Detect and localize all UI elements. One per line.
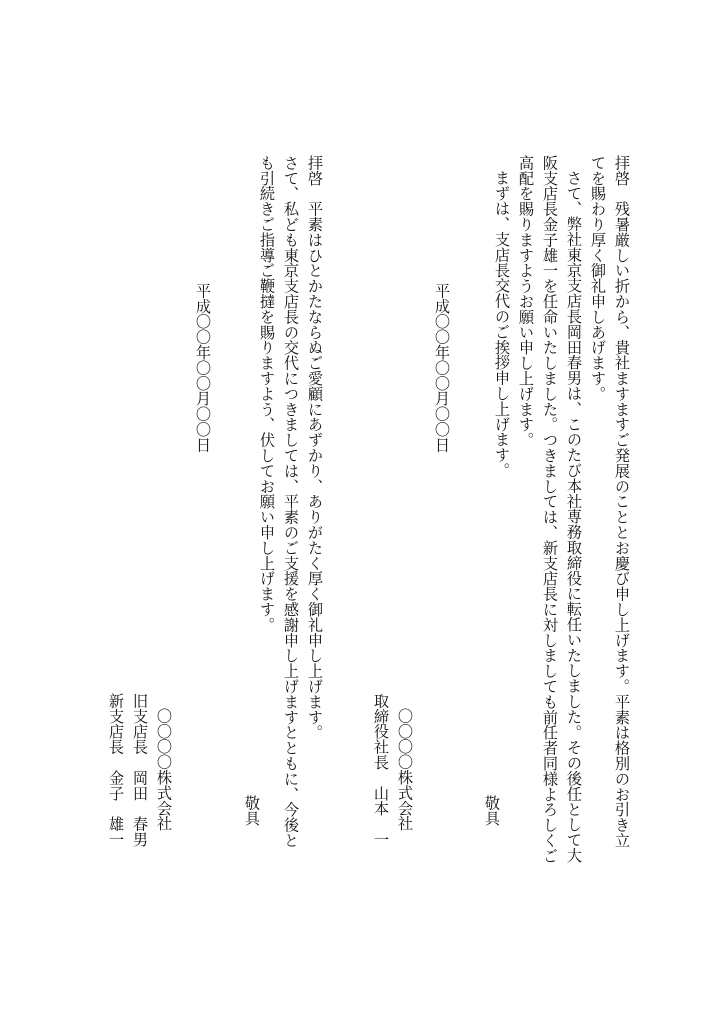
letter2-company: 〇〇〇〇株式会社 [155, 708, 173, 832]
letter1-body-line-1: 拝啓 残暑厳しい折から、貴社ますますご発展のこととお慶び申し上げます。平素は格別のお引き立 [613, 155, 631, 848]
letter2-closing: 敬具 [243, 795, 261, 826]
letter1-date: 平成〇〇年〇〇月〇〇日 [433, 283, 451, 453]
letter1-body-line-4: 阪支店長金子雄一を任命いたしました。つきましては、新支店長に対しましても前任者同様よろしくご [541, 155, 559, 864]
letter2-signer-new: 新支店長 金子 雄一 [107, 693, 125, 847]
letter2-body-line-2: さて、私ども東京支店長の交代につきましては、平素のご支援を感謝申し上げますとともに、今後と [282, 155, 300, 848]
letter1-signer: 取締役社長 山本 一 [372, 693, 390, 847]
letter2-date: 平成〇〇年〇〇月〇〇日 [194, 283, 212, 453]
letter1-body-line-3: さて、弊社東京支店長岡田春男は、このたび本社専務取締役に転任いたしました。その後任として大 [565, 170, 583, 863]
letter1-closing: 敬具 [483, 795, 501, 826]
letter1-body-line-6: まずは、支店長交代のご挨拶申し上げます。 [493, 170, 511, 478]
letter2-body-line-1: 拝啓 平素はひとかたならぬご愛顧にあずかり、ありがたく厚く御礼申し上げます。 [306, 155, 324, 741]
letter2-signer-old: 旧支店長 岡田 春男 [131, 693, 149, 847]
letter1-body-line-2: てを賜わり厚く御礼申しあげます。 [589, 155, 607, 402]
letter1-company: 〇〇〇〇株式会社 [396, 708, 414, 832]
letter2-body-line-3: も引続きご指導ご鞭撻を賜りますよう、伏してお願い申し上げます。 [258, 155, 276, 633]
letter1-body-line-5: 高配を賜りますようお願い申し上げます。 [517, 155, 535, 448]
